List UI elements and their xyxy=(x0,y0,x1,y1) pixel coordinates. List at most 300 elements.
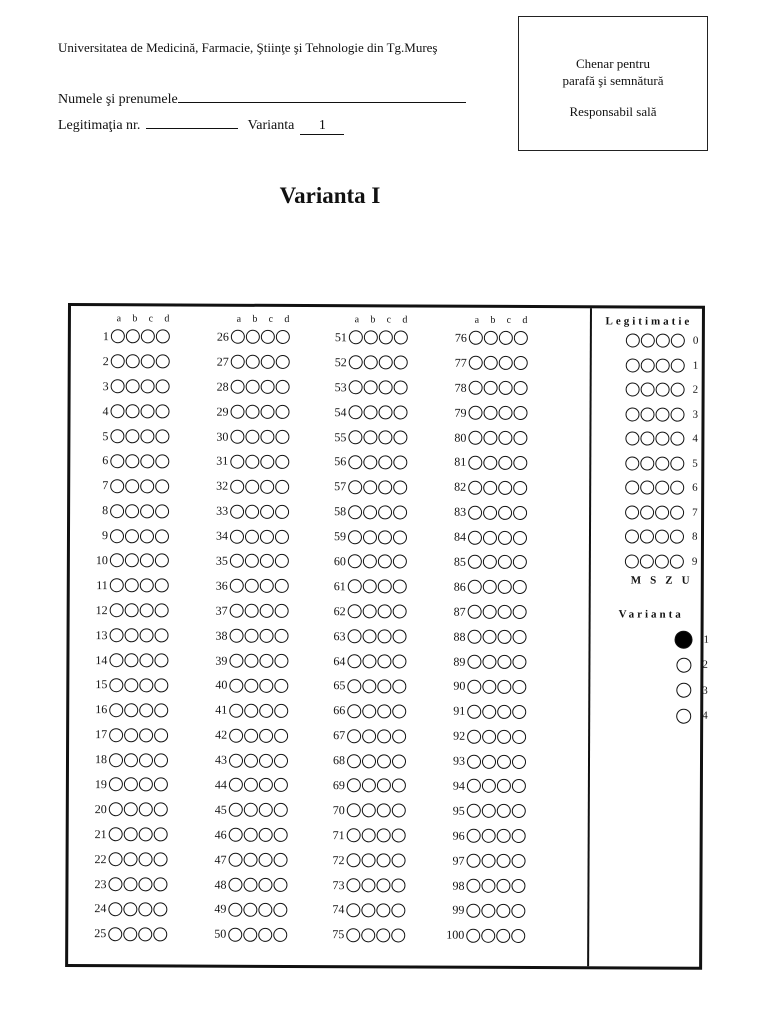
answer-bubble[interactable] xyxy=(362,829,376,843)
answer-bubble[interactable] xyxy=(140,579,154,593)
answer-bubble[interactable] xyxy=(363,555,377,569)
answer-bubble[interactable] xyxy=(348,555,362,569)
answer-bubble[interactable] xyxy=(363,480,377,494)
answer-bubble[interactable] xyxy=(246,380,260,394)
answer-bubble[interactable] xyxy=(258,878,272,892)
answer-bubble[interactable] xyxy=(511,929,525,943)
answer-bubble[interactable] xyxy=(498,481,512,495)
answer-bubble[interactable] xyxy=(378,605,392,619)
answer-bubble[interactable] xyxy=(483,630,497,644)
answer-bubble[interactable] xyxy=(497,680,511,694)
answer-bubble[interactable] xyxy=(123,927,137,941)
answer-bubble[interactable] xyxy=(125,554,139,568)
answer-bubble[interactable] xyxy=(378,530,392,544)
answer-bubble[interactable] xyxy=(513,580,527,594)
answer-bubble[interactable] xyxy=(498,530,512,544)
answer-bubble[interactable] xyxy=(377,654,391,668)
answer-bubble[interactable] xyxy=(347,853,361,867)
answer-bubble[interactable] xyxy=(275,604,289,618)
answer-bubble[interactable] xyxy=(124,753,138,767)
id-bubble[interactable] xyxy=(671,383,685,397)
id-bubble[interactable] xyxy=(626,334,640,348)
answer-bubble[interactable] xyxy=(260,629,274,643)
answer-bubble[interactable] xyxy=(514,331,528,345)
variant-bubble[interactable] xyxy=(676,683,691,698)
answer-bubble[interactable] xyxy=(347,704,361,718)
answer-bubble[interactable] xyxy=(469,356,483,370)
answer-bubble[interactable] xyxy=(348,405,362,419)
answer-bubble[interactable] xyxy=(155,479,169,493)
answer-bubble[interactable] xyxy=(347,729,361,743)
id-bubble[interactable] xyxy=(640,554,654,568)
answer-bubble[interactable] xyxy=(483,431,497,445)
answer-bubble[interactable] xyxy=(513,531,527,545)
answer-bubble[interactable] xyxy=(349,356,363,370)
id-bubble[interactable] xyxy=(640,432,654,446)
answer-bubble[interactable] xyxy=(347,754,361,768)
answer-bubble[interactable] xyxy=(125,603,139,617)
answer-bubble[interactable] xyxy=(260,430,274,444)
answer-bubble[interactable] xyxy=(230,554,244,568)
answer-bubble[interactable] xyxy=(274,679,288,693)
answer-bubble[interactable] xyxy=(468,580,482,594)
answer-bubble[interactable] xyxy=(260,480,274,494)
answer-bubble[interactable] xyxy=(153,902,167,916)
answer-bubble[interactable] xyxy=(156,330,170,344)
answer-bubble[interactable] xyxy=(273,903,287,917)
answer-bubble[interactable] xyxy=(258,903,272,917)
answer-bubble[interactable] xyxy=(482,729,496,743)
answer-bubble[interactable] xyxy=(276,355,290,369)
answer-bubble[interactable] xyxy=(261,380,275,394)
answer-bubble[interactable] xyxy=(259,778,273,792)
answer-bubble[interactable] xyxy=(512,680,526,694)
answer-bubble[interactable] xyxy=(363,629,377,643)
answer-bubble[interactable] xyxy=(377,853,391,867)
answer-bubble[interactable] xyxy=(481,929,495,943)
answer-bubble[interactable] xyxy=(228,903,242,917)
answer-bubble[interactable] xyxy=(230,455,244,469)
answer-bubble[interactable] xyxy=(512,804,526,818)
id-bubble[interactable] xyxy=(625,530,639,544)
answer-bubble[interactable] xyxy=(155,629,169,643)
answer-bubble[interactable] xyxy=(245,629,259,643)
variant-bubble[interactable] xyxy=(676,657,691,672)
answer-bubble[interactable] xyxy=(392,779,406,793)
answer-bubble[interactable] xyxy=(346,903,360,917)
answer-bubble[interactable] xyxy=(348,505,362,519)
answer-bubble[interactable] xyxy=(111,330,125,344)
answer-bubble[interactable] xyxy=(466,879,480,893)
answer-bubble[interactable] xyxy=(482,829,496,843)
answer-bubble[interactable] xyxy=(123,877,137,891)
answer-bubble[interactable] xyxy=(229,679,243,693)
id-bubble[interactable] xyxy=(640,407,654,421)
answer-bubble[interactable] xyxy=(274,729,288,743)
answer-bubble[interactable] xyxy=(108,902,122,916)
answer-bubble[interactable] xyxy=(275,529,289,543)
answer-bubble[interactable] xyxy=(482,754,496,768)
answer-bubble[interactable] xyxy=(140,604,154,618)
answer-bubble[interactable] xyxy=(483,530,497,544)
id-bubble[interactable] xyxy=(670,481,684,495)
answer-bubble[interactable] xyxy=(273,878,287,892)
answer-bubble[interactable] xyxy=(126,379,140,393)
answer-bubble[interactable] xyxy=(468,630,482,644)
answer-bubble[interactable] xyxy=(377,779,391,793)
answer-bubble[interactable] xyxy=(260,529,274,543)
answer-bubble[interactable] xyxy=(361,878,375,892)
id-blank[interactable] xyxy=(146,116,238,129)
answer-bubble[interactable] xyxy=(275,455,289,469)
answer-bubble[interactable] xyxy=(123,902,137,916)
answer-bubble[interactable] xyxy=(498,630,512,644)
answer-bubble[interactable] xyxy=(468,431,482,445)
answer-bubble[interactable] xyxy=(110,603,124,617)
answer-bubble[interactable] xyxy=(140,479,154,493)
answer-bubble[interactable] xyxy=(514,356,528,370)
answer-bubble[interactable] xyxy=(140,554,154,568)
answer-bubble[interactable] xyxy=(273,928,287,942)
answer-bubble[interactable] xyxy=(482,705,496,719)
answer-bubble[interactable] xyxy=(362,779,376,793)
answer-bubble[interactable] xyxy=(140,454,154,468)
answer-bubble[interactable] xyxy=(347,654,361,668)
answer-bubble[interactable] xyxy=(363,455,377,469)
answer-bubble[interactable] xyxy=(231,355,245,369)
answer-bubble[interactable] xyxy=(141,330,155,344)
answer-bubble[interactable] xyxy=(467,779,481,793)
answer-bubble[interactable] xyxy=(513,406,527,420)
answer-bubble[interactable] xyxy=(361,928,375,942)
answer-bubble[interactable] xyxy=(141,380,155,394)
id-bubble[interactable] xyxy=(640,505,654,519)
answer-bubble[interactable] xyxy=(110,628,124,642)
id-bubble[interactable] xyxy=(671,358,685,372)
answer-bubble[interactable] xyxy=(140,529,154,543)
answer-bubble[interactable] xyxy=(513,555,527,569)
answer-bubble[interactable] xyxy=(364,331,378,345)
answer-bubble[interactable] xyxy=(139,678,153,692)
answer-bubble[interactable] xyxy=(155,504,169,518)
id-bubble[interactable] xyxy=(641,358,655,372)
answer-bubble[interactable] xyxy=(276,380,290,394)
answer-bubble[interactable] xyxy=(361,903,375,917)
answer-bubble[interactable] xyxy=(467,754,481,768)
answer-bubble[interactable] xyxy=(229,853,243,867)
answer-bubble[interactable] xyxy=(394,381,408,395)
answer-bubble[interactable] xyxy=(483,605,497,619)
answer-bubble[interactable] xyxy=(125,504,139,518)
answer-bubble[interactable] xyxy=(392,704,406,718)
answer-bubble[interactable] xyxy=(139,753,153,767)
answer-bubble[interactable] xyxy=(109,803,123,817)
answer-bubble[interactable] xyxy=(109,678,123,692)
answer-bubble[interactable] xyxy=(244,803,258,817)
answer-bubble[interactable] xyxy=(348,530,362,544)
answer-bubble[interactable] xyxy=(154,853,168,867)
answer-bubble[interactable] xyxy=(514,381,528,395)
answer-bubble[interactable] xyxy=(109,728,123,742)
answer-bubble[interactable] xyxy=(141,355,155,369)
answer-bubble[interactable] xyxy=(378,555,392,569)
answer-bubble[interactable] xyxy=(467,655,481,669)
answer-bubble[interactable] xyxy=(244,679,258,693)
answer-bubble[interactable] xyxy=(376,903,390,917)
answer-bubble[interactable] xyxy=(348,480,362,494)
answer-bubble[interactable] xyxy=(468,406,482,420)
answer-bubble[interactable] xyxy=(245,504,259,518)
answer-bubble[interactable] xyxy=(230,529,244,543)
answer-bubble[interactable] xyxy=(275,480,289,494)
answer-bubble[interactable] xyxy=(275,430,289,444)
answer-bubble[interactable] xyxy=(230,579,244,593)
answer-bubble[interactable] xyxy=(245,579,259,593)
answer-bubble[interactable] xyxy=(274,654,288,668)
answer-bubble[interactable] xyxy=(513,431,527,445)
answer-bubble[interactable] xyxy=(496,929,510,943)
answer-bubble[interactable] xyxy=(229,753,243,767)
answer-bubble[interactable] xyxy=(259,729,273,743)
answer-bubble[interactable] xyxy=(110,504,124,518)
answer-bubble[interactable] xyxy=(124,827,138,841)
answer-bubble[interactable] xyxy=(154,828,168,842)
answer-bubble[interactable] xyxy=(139,728,153,742)
answer-bubble[interactable] xyxy=(230,604,244,618)
answer-bubble[interactable] xyxy=(362,853,376,867)
answer-bubble[interactable] xyxy=(258,928,272,942)
answer-bubble[interactable] xyxy=(349,380,363,394)
id-bubble[interactable] xyxy=(656,334,670,348)
answer-bubble[interactable] xyxy=(497,754,511,768)
answer-bubble[interactable] xyxy=(243,928,257,942)
answer-bubble[interactable] xyxy=(125,479,139,493)
answer-bubble[interactable] xyxy=(231,380,245,394)
id-bubble[interactable] xyxy=(625,407,639,421)
id-bubble[interactable] xyxy=(640,456,654,470)
answer-bubble[interactable] xyxy=(469,331,483,345)
answer-bubble[interactable] xyxy=(377,829,391,843)
answer-bubble[interactable] xyxy=(377,804,391,818)
answer-bubble[interactable] xyxy=(347,804,361,818)
answer-bubble[interactable] xyxy=(362,704,376,718)
answer-bubble[interactable] xyxy=(512,829,526,843)
answer-bubble[interactable] xyxy=(498,431,512,445)
answer-bubble[interactable] xyxy=(379,331,393,345)
answer-bubble[interactable] xyxy=(109,827,123,841)
answer-bubble[interactable] xyxy=(483,555,497,569)
answer-bubble[interactable] xyxy=(109,703,123,717)
answer-bubble[interactable] xyxy=(259,654,273,668)
answer-bubble[interactable] xyxy=(230,504,244,518)
answer-bubble[interactable] xyxy=(154,778,168,792)
answer-bubble[interactable] xyxy=(393,455,407,469)
answer-bubble[interactable] xyxy=(155,454,169,468)
answer-bubble[interactable] xyxy=(511,879,525,893)
answer-bubble[interactable] xyxy=(275,505,289,519)
answer-bubble[interactable] xyxy=(512,779,526,793)
id-bubble[interactable] xyxy=(670,432,684,446)
answer-bubble[interactable] xyxy=(483,505,497,519)
id-bubble[interactable] xyxy=(671,334,685,348)
answer-bubble[interactable] xyxy=(379,356,393,370)
id-bubble[interactable] xyxy=(625,554,639,568)
answer-bubble[interactable] xyxy=(259,828,273,842)
answer-bubble[interactable] xyxy=(110,429,124,443)
id-bubble[interactable] xyxy=(670,505,684,519)
answer-bubble[interactable] xyxy=(245,430,259,444)
answer-bubble[interactable] xyxy=(511,904,525,918)
answer-bubble[interactable] xyxy=(245,455,259,469)
answer-bubble[interactable] xyxy=(392,854,406,868)
answer-bubble[interactable] xyxy=(110,554,124,568)
id-bubble[interactable] xyxy=(656,383,670,397)
answer-bubble[interactable] xyxy=(261,330,275,344)
answer-bubble[interactable] xyxy=(246,355,260,369)
answer-bubble[interactable] xyxy=(468,605,482,619)
answer-bubble[interactable] xyxy=(155,554,169,568)
answer-bubble[interactable] xyxy=(260,554,274,568)
answer-bubble[interactable] xyxy=(244,778,258,792)
answer-bubble[interactable] xyxy=(393,530,407,544)
answer-bubble[interactable] xyxy=(394,331,408,345)
answer-bubble[interactable] xyxy=(363,405,377,419)
id-bubble[interactable] xyxy=(640,530,654,544)
answer-bubble[interactable] xyxy=(468,555,482,569)
answer-bubble[interactable] xyxy=(124,653,138,667)
answer-bubble[interactable] xyxy=(377,754,391,768)
answer-bubble[interactable] xyxy=(244,853,258,867)
answer-bubble[interactable] xyxy=(155,579,169,593)
answer-bubble[interactable] xyxy=(109,753,123,767)
answer-bubble[interactable] xyxy=(363,430,377,444)
answer-bubble[interactable] xyxy=(376,928,390,942)
answer-bubble[interactable] xyxy=(364,381,378,395)
answer-bubble[interactable] xyxy=(110,404,124,418)
answer-bubble[interactable] xyxy=(393,605,407,619)
answer-bubble[interactable] xyxy=(229,778,243,792)
answer-bubble[interactable] xyxy=(274,753,288,767)
answer-bubble[interactable] xyxy=(512,655,526,669)
answer-bubble[interactable] xyxy=(229,828,243,842)
answer-bubble[interactable] xyxy=(274,704,288,718)
answer-bubble[interactable] xyxy=(376,878,390,892)
answer-bubble[interactable] xyxy=(497,705,511,719)
answer-bubble[interactable] xyxy=(484,356,498,370)
answer-bubble[interactable] xyxy=(126,330,140,344)
answer-bubble[interactable] xyxy=(228,928,242,942)
answer-bubble[interactable] xyxy=(379,381,393,395)
answer-bubble[interactable] xyxy=(378,629,392,643)
answer-bubble[interactable] xyxy=(482,854,496,868)
answer-bubble[interactable] xyxy=(275,629,289,643)
answer-bubble[interactable] xyxy=(362,729,376,743)
answer-bubble[interactable] xyxy=(260,579,274,593)
answer-bubble[interactable] xyxy=(154,753,168,767)
answer-bubble[interactable] xyxy=(154,728,168,742)
answer-bubble[interactable] xyxy=(467,829,481,843)
answer-bubble[interactable] xyxy=(363,530,377,544)
id-bubble[interactable] xyxy=(655,554,669,568)
answer-bubble[interactable] xyxy=(496,904,510,918)
answer-bubble[interactable] xyxy=(499,381,513,395)
answer-bubble[interactable] xyxy=(229,803,243,817)
answer-bubble[interactable] xyxy=(155,604,169,618)
variant-bubble[interactable] xyxy=(676,708,691,723)
answer-bubble[interactable] xyxy=(246,330,260,344)
answer-bubble[interactable] xyxy=(466,904,480,918)
answer-bubble[interactable] xyxy=(364,356,378,370)
answer-bubble[interactable] xyxy=(108,927,122,941)
answer-bubble[interactable] xyxy=(109,653,123,667)
answer-bubble[interactable] xyxy=(260,455,274,469)
answer-bubble[interactable] xyxy=(124,778,138,792)
answer-bubble[interactable] xyxy=(482,680,496,694)
answer-bubble[interactable] xyxy=(513,481,527,495)
answer-bubble[interactable] xyxy=(362,654,376,668)
answer-bubble[interactable] xyxy=(245,604,259,618)
answer-bubble[interactable] xyxy=(348,604,362,618)
answer-bubble[interactable] xyxy=(244,828,258,842)
answer-bubble[interactable] xyxy=(348,629,362,643)
answer-bubble[interactable] xyxy=(125,404,139,418)
answer-bubble[interactable] xyxy=(468,481,482,495)
answer-bubble[interactable] xyxy=(139,653,153,667)
answer-bubble[interactable] xyxy=(109,778,123,792)
answer-bubble[interactable] xyxy=(230,479,244,493)
answer-bubble[interactable] xyxy=(140,628,154,642)
id-bubble[interactable] xyxy=(625,481,639,495)
answer-bubble[interactable] xyxy=(512,755,526,769)
id-bubble[interactable] xyxy=(656,358,670,372)
id-bubble[interactable] xyxy=(655,407,669,421)
answer-bubble[interactable] xyxy=(155,404,169,418)
answer-bubble[interactable] xyxy=(275,554,289,568)
answer-bubble[interactable] xyxy=(228,878,242,892)
answer-bubble[interactable] xyxy=(377,704,391,718)
answer-bubble[interactable] xyxy=(245,554,259,568)
answer-bubble[interactable] xyxy=(377,679,391,693)
answer-bubble[interactable] xyxy=(154,653,168,667)
answer-bubble[interactable] xyxy=(468,530,482,544)
answer-bubble[interactable] xyxy=(259,704,273,718)
answer-bubble[interactable] xyxy=(484,381,498,395)
answer-bubble[interactable] xyxy=(482,779,496,793)
answer-bubble[interactable] xyxy=(363,505,377,519)
answer-bubble[interactable] xyxy=(153,927,167,941)
answer-bubble[interactable] xyxy=(274,853,288,867)
answer-bubble[interactable] xyxy=(513,456,527,470)
answer-bubble[interactable] xyxy=(498,456,512,470)
answer-bubble[interactable] xyxy=(259,679,273,693)
answer-bubble[interactable] xyxy=(378,430,392,444)
answer-bubble[interactable] xyxy=(139,852,153,866)
answer-bubble[interactable] xyxy=(392,754,406,768)
answer-bubble[interactable] xyxy=(394,356,408,370)
answer-bubble[interactable] xyxy=(154,803,168,817)
answer-bubble[interactable] xyxy=(259,803,273,817)
answer-bubble[interactable] xyxy=(468,505,482,519)
answer-bubble[interactable] xyxy=(261,355,275,369)
id-bubble[interactable] xyxy=(655,481,669,495)
answer-bubble[interactable] xyxy=(393,430,407,444)
id-bubble[interactable] xyxy=(655,530,669,544)
answer-bubble[interactable] xyxy=(347,779,361,793)
answer-bubble[interactable] xyxy=(245,480,259,494)
answer-bubble[interactable] xyxy=(469,381,483,395)
answer-bubble[interactable] xyxy=(124,852,138,866)
answer-bubble[interactable] xyxy=(392,729,406,743)
